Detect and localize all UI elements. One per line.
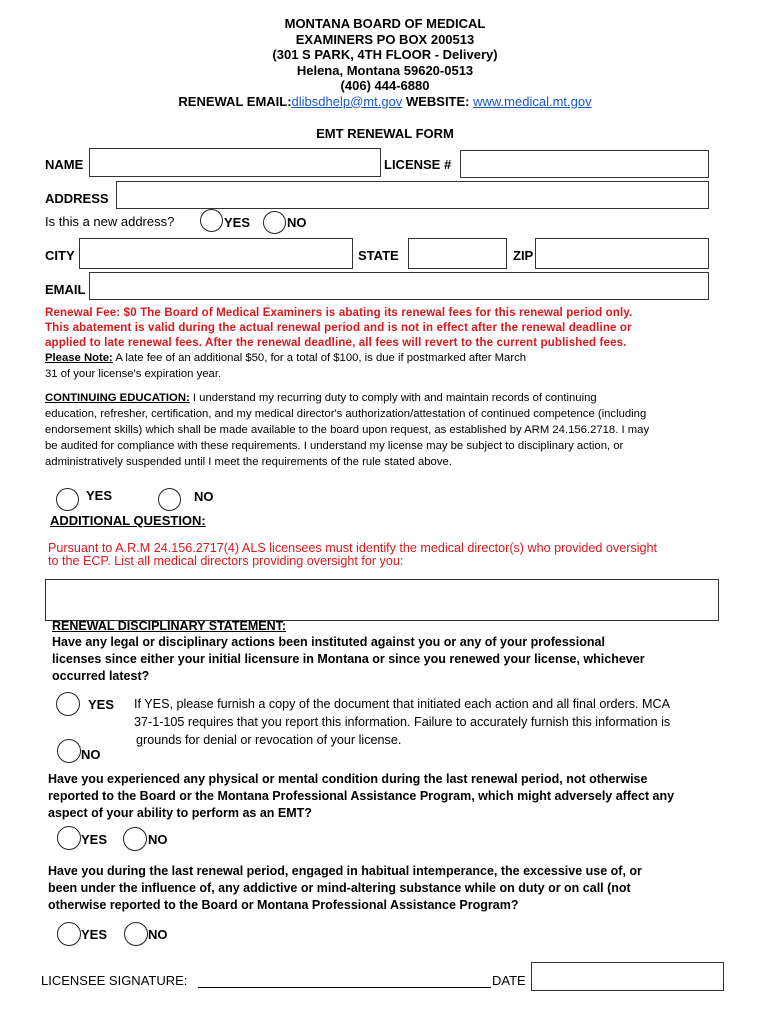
date-label: DATE <box>492 973 526 988</box>
q2-yes-radio[interactable] <box>57 826 81 850</box>
date-field[interactable] <box>531 962 724 991</box>
contact-line <box>0 94 770 110</box>
ce-label: CONTINUING EDUCATION: <box>45 392 190 404</box>
address-label: ADDRESS <box>45 191 109 206</box>
board-name-line1: MONTANA BOARD OF MEDICAL <box>284 16 486 31</box>
q1-yes-radio[interactable] <box>56 692 80 716</box>
additional-question-label: ADDITIONAL QUESTION: <box>50 513 206 528</box>
name-label: NAME <box>45 157 84 172</box>
q3-line2: been under the influence of, any addictive or mind-altering substance while on duty or on call (not <box>48 881 631 895</box>
state-field[interactable] <box>408 238 507 269</box>
new-address-question: Is this a new address? <box>45 214 175 229</box>
q1-line3: occurred latest? <box>52 669 150 683</box>
q1-line1: Have any legal or disciplinary actions been instituted against you or any of your professional <box>52 635 605 649</box>
q3-no-radio[interactable] <box>124 922 148 946</box>
address-field[interactable] <box>116 181 709 209</box>
q1-yes-note3: grounds for denial or revocation of your license. <box>136 733 402 747</box>
new-address-no-radio[interactable] <box>263 211 286 234</box>
new-address-no-label: NO <box>287 215 307 230</box>
q3-yes-radio[interactable] <box>57 922 81 946</box>
ce-no-radio[interactable] <box>158 488 181 511</box>
q2-line2: reported to the Board or the Montana Professional Assistance Program, which might adversely affect any <box>48 789 675 803</box>
q1-no-radio[interactable] <box>57 739 81 763</box>
disciplinary-label: RENEWAL DISCIPLINARY STATEMENT: <box>52 619 287 633</box>
medical-director-field[interactable] <box>45 579 719 621</box>
q3-yes-label: YES <box>81 927 108 942</box>
q2-line1: Have you experienced any physical or mental condition during the last renewal period, not otherwise <box>48 772 648 786</box>
ce-text-line1: I understand my recurring duty to comply with and maintain records of continuing <box>189 392 597 404</box>
q1-yes-note1: If YES, please furnish a copy of the document that initiated each action and all final orders. MCA <box>134 697 671 711</box>
q3-line1: Have you during the last renewal period, engaged in habitual intemperance, the excessive use of, or <box>48 864 642 878</box>
ce-no-label: NO <box>194 489 214 504</box>
ce-yes-label: YES <box>86 488 113 503</box>
ce-line1 <box>45 390 597 406</box>
website-label: WEBSITE: <box>405 93 470 109</box>
board-name-line2: EXAMINERS PO BOX 200513 <box>295 31 475 47</box>
form-title: EMT RENEWAL FORM <box>316 126 454 141</box>
city-state-zip: Helena, Montana 59620-0513 <box>296 62 474 78</box>
fee-notice-line1: Renewal Fee: $0 The Board of Medical Examiners is abating its renewal fees for this renewal period only. <box>45 307 633 319</box>
q1-yes-note2: 37-1-105 requires that you report this information. Failure to accurately furnish this information is <box>134 715 671 729</box>
city-label: CITY <box>45 248 75 263</box>
email-field[interactable] <box>89 272 709 300</box>
q1-no-label: NO <box>81 747 101 762</box>
fee-notice-line3: applied to late renewal fees. After the renewal deadline, all fees will revert to the current published fees. <box>45 337 627 349</box>
q2-yes-label: YES <box>81 832 108 847</box>
late-fee-note <box>45 350 526 366</box>
q3-line3: otherwise reported to the Board or Montana Professional Assistance Program? <box>48 898 519 912</box>
zip-label: ZIP <box>513 248 534 263</box>
delivery-address: (301 S PARK, 4TH FLOOR - Delivery) <box>272 47 498 62</box>
city-field[interactable] <box>79 238 353 269</box>
website-link[interactable]: www.medical.mt.gov <box>473 93 592 109</box>
signature-label: LICENSEE SIGNATURE: <box>41 973 188 988</box>
please-note-label: Please Note: <box>45 352 113 364</box>
license-field[interactable] <box>460 150 709 178</box>
ce-line5: administratively suspended until I meet the requirements of the rule stated above. <box>45 456 452 468</box>
ce-line2: education, refresher, certification, and my medical director's authorization/attestation of continued competence (including <box>45 408 647 420</box>
fee-notice-line2: This abatement is valid during the actual renewal period and is not in effect after the renewal deadline or <box>45 322 632 334</box>
ce-yes-radio[interactable] <box>56 488 79 511</box>
new-address-yes-radio[interactable] <box>200 209 223 232</box>
q2-no-radio[interactable] <box>123 827 147 851</box>
ce-line3: endorsement skills) which shall be made available to the board upon request, as established by ARM 24.156.2718. I may <box>45 424 650 436</box>
email-label: EMAIL <box>45 282 86 297</box>
license-label: LICENSE # <box>384 157 452 172</box>
q2-no-label: NO <box>148 832 168 847</box>
phone-number: (406) 444-6880 <box>340 78 430 93</box>
late-fee-text: A late fee of an additional $50, for a total of $100, is due if postmarked after March <box>112 352 527 364</box>
email-link[interactable]: dlibsdhelp@mt.gov <box>291 93 403 109</box>
new-address-yes-label: YES <box>224 215 251 230</box>
ce-line4: be audited for compliance with these requirements. I understand my license may be subject to disciplinary action, or <box>45 440 624 452</box>
q2-line3: aspect of your ability to perform as an EMT? <box>48 806 312 820</box>
signature-line[interactable] <box>198 987 491 988</box>
q3-no-label: NO <box>148 927 168 942</box>
late-fee-note-line2: 31 of your license's expiration year. <box>45 368 222 380</box>
renewal-email-label: RENEWAL EMAIL: <box>178 93 292 109</box>
state-label: STATE <box>358 248 399 263</box>
additional-question-line1: Pursuant to A.R.M 24.156.2717(4) ALS licensees must identify the medical director(s) who provided oversight <box>48 541 658 555</box>
name-field[interactable] <box>89 148 381 177</box>
additional-question-line2: to the ECP. List all medical directors providing oversight for you: <box>48 554 404 568</box>
q1-line2: licenses since either your initial licensure in Montana or since you renewed your license, whichever <box>52 652 645 666</box>
zip-field[interactable] <box>535 238 709 269</box>
q1-yes-label: YES <box>88 697 115 712</box>
